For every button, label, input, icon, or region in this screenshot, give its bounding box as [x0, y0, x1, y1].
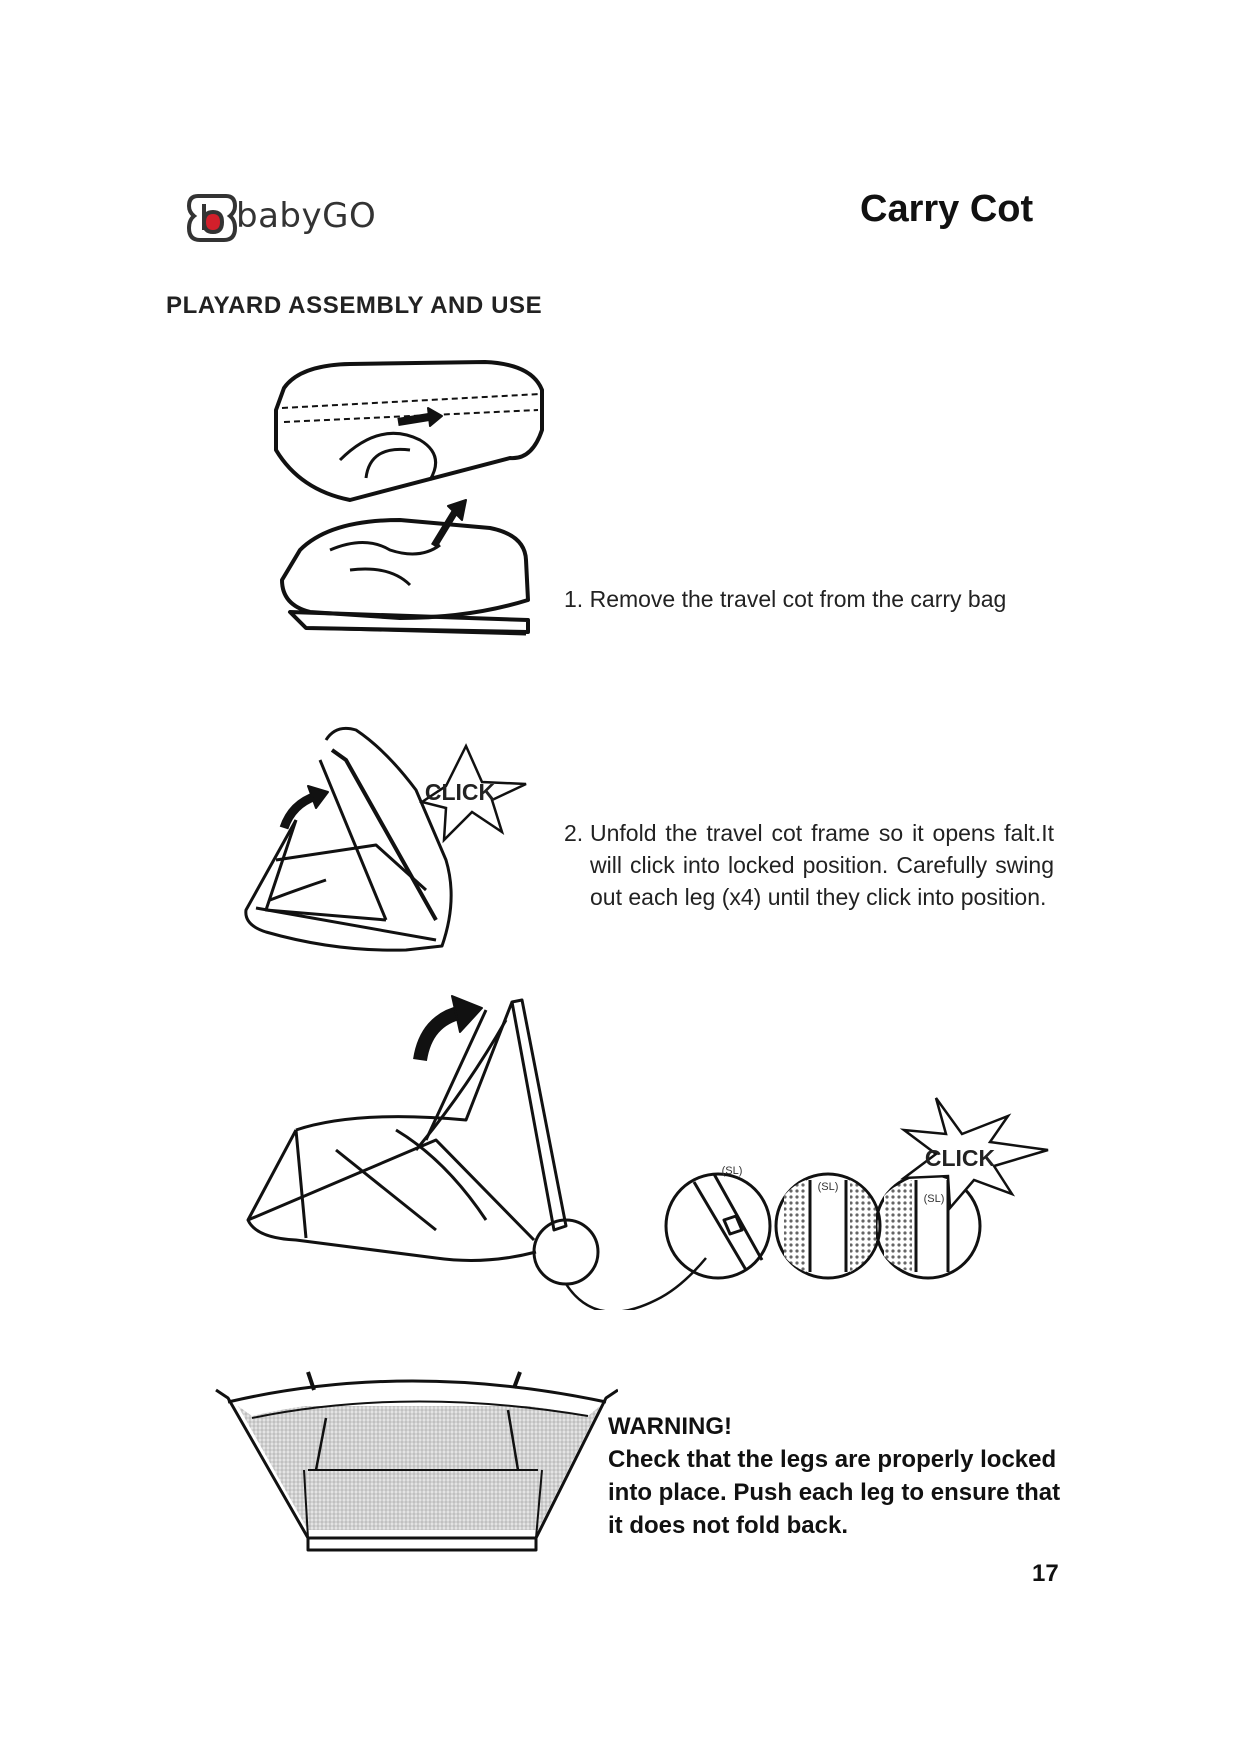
step-1-text [564, 583, 1006, 615]
step-2-number: 2. [564, 820, 584, 846]
logo-text: babyGO [236, 196, 377, 236]
detail-label-1: (SL) [721, 1165, 743, 1177]
brand-logo [186, 190, 376, 246]
step-2-text [564, 817, 1054, 913]
unfold-frame-illustration [236, 720, 576, 970]
click-label-1: CLICK [424, 779, 496, 805]
detail-label-2: (SL) [817, 1181, 839, 1193]
section-heading: PLAYARD ASSEMBLY AND USE [166, 292, 543, 319]
carry-bag-illustration [270, 350, 560, 670]
detail-label-3: (SL) [923, 1193, 945, 1205]
page-number: 17 [1032, 1560, 1059, 1587]
page-title: Carry Cot [860, 188, 1034, 230]
warning-title: WARNING! [608, 1413, 732, 1440]
swing-legs-illustration [236, 990, 1056, 1310]
click-label-2: CLICK [924, 1145, 996, 1171]
warning-block [608, 1410, 1078, 1542]
assembled-playard-illustration [208, 1360, 618, 1560]
step-1-body: Remove the travel cot from the carry bag [589, 586, 1007, 612]
step-1-number: 1. [564, 586, 584, 612]
warning-text: Check that the legs are properly locked into place. Push each leg to ensure that it does not fold back. [608, 1446, 1061, 1539]
step-2-body: Unfold the travel cot frame so it opens falt.It will click into locked position. Carefully swing out each leg (x4) until they click into position. [590, 820, 1054, 910]
baby-logo-icon [186, 190, 238, 246]
